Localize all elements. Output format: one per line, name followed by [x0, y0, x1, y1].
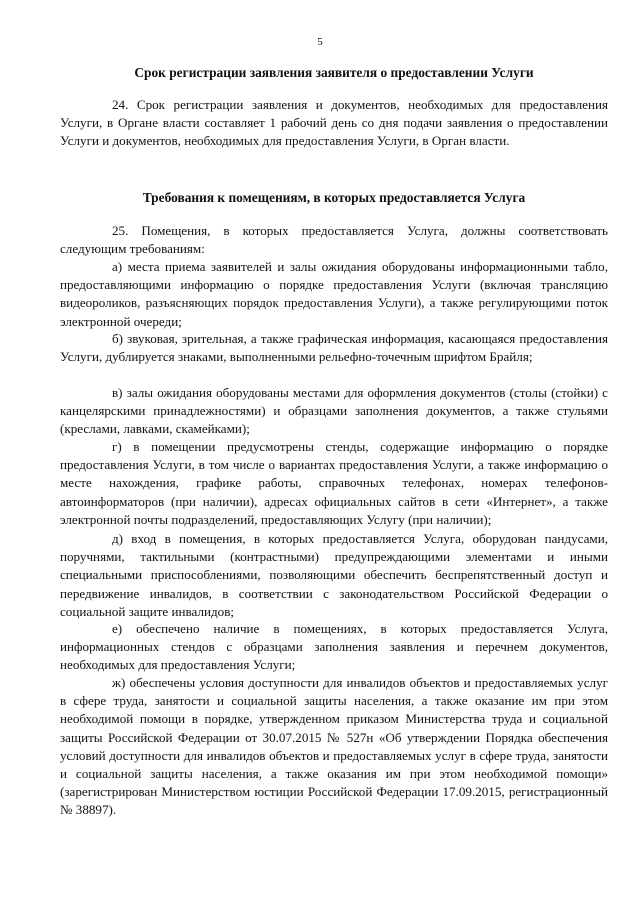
paragraph-25-b: б) звуковая, зрительная, а также графическая информация, касающаяся предоставления Услуги, дублируется знаками, выполненными рельефно-точечным шрифтом Брайля;	[60, 331, 608, 365]
paragraph-25-g: г) в помещении предусмотрены стенды, содержащие информацию о порядке предоставления Услуги, в том числе о вариантах предоставления Услуги, а также информацию о месте нахождения, графике работы, справочных телефонах, номерах телефонов-автоинформаторов (при наличии), адресах официальных сайтов в сети «Интернет», а также электронной почты подразделений, предоставляющих Услугу (при наличии);	[60, 439, 608, 527]
paragraph-25: 25. Помещения, в которых предоставляется Услуга, должны соответствовать следующим требованиям:	[60, 223, 608, 257]
paragraph-25-v: в) залы ожидания оборудованы местами для оформления документов (столы (стойки) с канцелярскими принадлежностями) и образцами заполнения документов, а также стульями (креслами, лавками, скамейками);	[60, 385, 608, 437]
paragraph-25-zh: ж) обеспечены условия доступности для инвалидов объектов и предоставляемых услуг в сфере труда, занятости и социальной защиты населения, а также оказание им при этом необходимой помощи в порядке, утвержденном приказом Министерства труда и социальной защиты Российской Федерации от 30.07.2015 № 527н «Об утверждении Порядка обеспечения условий доступности для инвалидов объектов и предоставляемых услуг в сфере труда, занятости и социальной защиты населения, а также оказания им при этом необходимой помощи» (зарегистрирован Министерством юстиции Российской Федерации 17.09.2015, регистрационный № 38897).	[60, 675, 608, 818]
paragraph-25-d: д) вход в помещения, в которых предоставляется Услуга, оборудован пандусами, поручнями, тактильными (контрастными) предупреждающими элементами и иными специальными приспособлениями, позволяющими обеспечить беспрепятственный доступ и передвижение инвалидов, в соответствии с законодательством Российской Федерации о социальной защите инвалидов;	[60, 531, 608, 619]
page-number: 5	[317, 36, 323, 48]
paragraph-25-e: е) обеспечено наличие в помещениях, в которых предоставляется Услуга, информационных стендов с образцами заполнения заявления и перечнем документов, необходимых для предоставления Услуги;	[60, 621, 608, 673]
section-heading-registration-term: Срок регистрации заявления заявителя о предоставлении Услуги	[134, 65, 534, 80]
section-heading-premises-requirements: Требования к помещениям, в которых предоставляется Услуга	[142, 190, 526, 205]
paragraph-24: 24. Срок регистрации заявления и документов, необходимых для предоставления Услуги, в Органе власти составляет 1 рабочий день со дня подачи заявления о предоставлении Услуги и документов, необходимых для предоставления Услуги, в Орган власти.	[60, 97, 608, 149]
paragraph-25-a: а) места приема заявителей и залы ожидания оборудованы информационными табло, предоставляющими информацию о порядке предоставления Услуги (включая трансляцию видеороликов, разъясняющих порядок предоставления Услуги), а также регулирующими поток электронной очереди;	[60, 259, 608, 329]
